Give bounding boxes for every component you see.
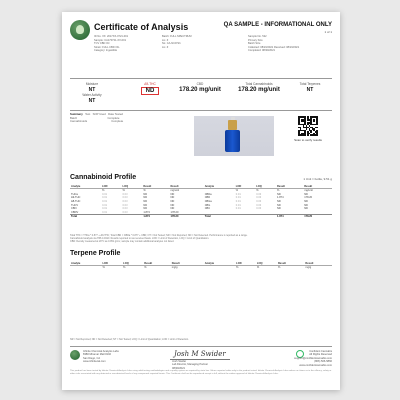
lab-line: San Diego, CA	[83, 356, 101, 360]
lab-footer-logo-icon	[70, 350, 80, 360]
unit-cell: %	[122, 189, 125, 193]
divider	[70, 78, 332, 79]
table-cell: 0.01	[102, 200, 108, 204]
blue-bottle	[225, 130, 240, 152]
d9-thc-metric	[132, 82, 168, 95]
cbd-value: 178.20 mg/unit	[179, 87, 221, 93]
summary-table	[70, 113, 190, 124]
unit-cell: %	[256, 266, 260, 270]
table-cell: ND	[143, 200, 148, 204]
platform-line: Confident Cannabis	[309, 350, 332, 353]
unit-cell: %	[236, 266, 239, 270]
lab-line: www.infinitecal.com	[83, 360, 106, 364]
table-cell: THCV	[71, 203, 79, 207]
table-cell: 0.01	[235, 207, 241, 211]
total-terpenes-label: Total Terpenes	[299, 82, 321, 86]
document-header	[70, 20, 332, 76]
table-header: Result	[143, 261, 170, 266]
table-cell: CBGa	[204, 200, 212, 204]
table-cell: CBC	[204, 207, 211, 211]
total-terpenes-value: NT	[306, 87, 314, 93]
table-cell	[255, 215, 276, 219]
qr-module	[307, 134, 309, 136]
table-cell: ND	[304, 192, 308, 196]
table-cell	[122, 215, 143, 219]
table-cell: 0.01	[235, 200, 241, 204]
table-cell: 0.01	[102, 196, 108, 200]
table-cell: ND	[170, 196, 175, 200]
platform-line: support@confidentcannabis.com	[294, 356, 332, 360]
d9-thc-label: Δ9-THC	[144, 82, 156, 86]
qr-module	[306, 128, 308, 130]
unit-cell: %	[256, 189, 259, 193]
table-cell: ND	[170, 207, 175, 211]
water-activity-label: Water Activity	[82, 93, 102, 97]
summary-batch-label: Batch	[70, 115, 78, 120]
qr-code-icon[interactable]	[298, 116, 318, 136]
total-cannabinoids-value: 178.20 mg/unit	[238, 87, 280, 93]
table-cell: ND	[277, 207, 281, 211]
table-header: LOD	[235, 184, 255, 189]
table-header: LOQ	[256, 261, 277, 266]
table-cell: 0.03	[256, 203, 262, 207]
table-header: LOD	[101, 261, 122, 266]
summary-col-test: Test	[85, 112, 91, 116]
signer-line: Josh Swider	[172, 360, 187, 363]
table-cell: Δ9-THC	[71, 196, 81, 200]
meta-line: Collected: 08/23/2021 Received: 08/23/2021	[248, 45, 300, 49]
divider	[70, 110, 332, 111]
table-cell: ND	[170, 192, 175, 196]
table-header: Result	[170, 184, 199, 189]
table-cell: 178.20	[304, 196, 313, 200]
signature: Josh M Swider	[174, 350, 226, 358]
qr-module	[316, 124, 318, 126]
total-cannabinoids-label: Total Cannabinoids	[245, 82, 273, 86]
document-title: Certificate of Analysis	[94, 22, 189, 32]
cbd-metric	[172, 82, 228, 93]
qr-module	[316, 134, 318, 136]
sample-meta-middle	[162, 35, 212, 49]
sample-meta-right	[248, 35, 338, 53]
table-cell: 0.03	[256, 192, 262, 196]
table-cell: 0.01	[235, 203, 241, 207]
table-cell: 0.03	[122, 207, 128, 211]
table-header: Result	[171, 261, 198, 266]
table-cell: 1.874	[143, 210, 150, 214]
table-header: LOD	[235, 261, 256, 266]
cannabinoid-profile-title: Cannabinoid Profile	[70, 174, 137, 181]
table-header: Result	[303, 184, 332, 189]
summary-status-2: Complete	[111, 119, 124, 124]
table-cell: ND	[304, 200, 308, 204]
lab-line: 8380 Miramar Mall #102	[83, 353, 111, 357]
d9-thc-value: ND	[141, 87, 160, 95]
total-terpenes-metric	[288, 82, 332, 93]
table-cell: 0.01	[102, 207, 108, 211]
note-line: CBD: Density measured at 20°C as 0.951 g/mL; sample may contain additional analytes not listed.	[70, 240, 175, 244]
table-cell: 0.03	[122, 196, 128, 200]
table-cell: 0.03	[256, 200, 262, 204]
table-header: LOD	[101, 184, 121, 189]
total-cannabinoids-metric	[230, 82, 288, 93]
table-cell: CBG	[204, 203, 211, 207]
table-cell: ND	[170, 200, 175, 204]
signer-line: 08/30/2021	[172, 366, 185, 370]
table-header: Analyte	[204, 261, 235, 266]
meta-line: Primary Size	[248, 38, 263, 42]
lab-line: Infinite Chemical Analysis Labs	[83, 350, 119, 353]
table-header: Analyte	[204, 184, 235, 189]
results-summary	[70, 82, 332, 106]
signer-line: Lab Director, Managing Partner	[172, 363, 209, 367]
note-line: Cannabinoid analysis via HPLC-DAD. Results reported on as received basis. LOD = Limit of Detection, LOQ = Limit of Quantitation.	[70, 237, 210, 241]
table-header: Analyte	[70, 184, 101, 189]
table-cell: CBD	[204, 196, 211, 200]
unit-cell	[70, 266, 101, 270]
platform-line: All Rights Reserved	[309, 353, 332, 357]
table-cell: THCa	[71, 192, 78, 196]
summary-status: Complete	[107, 115, 120, 120]
unit-cell: mg/unit	[170, 189, 180, 193]
product-photo	[194, 116, 274, 156]
table-cell: CBDV	[71, 210, 79, 214]
unit-cell: %	[102, 189, 105, 193]
meta-line: NL: CA-NC9721	[162, 42, 181, 46]
cbd-label: CBD	[196, 82, 204, 86]
divider	[70, 346, 332, 347]
dropper-cap	[228, 120, 237, 130]
unit-cell: %	[277, 189, 280, 193]
cannabinoid-rows	[70, 193, 332, 219]
page-number: 1 of 1	[324, 30, 332, 34]
table-header: Result	[304, 261, 332, 266]
table-cell: 0.01	[235, 196, 241, 200]
meta-line: Sample No. 522	[248, 35, 267, 38]
water-activity-value: NT	[88, 98, 96, 104]
table-cell: ND	[143, 203, 148, 207]
summary-col-date: Date Tested	[108, 112, 123, 116]
meta-line: Completed: 08/30/2021	[248, 49, 275, 53]
table-cell: ND	[277, 203, 281, 207]
table-cell: CBN	[71, 207, 77, 211]
qr-module	[304, 134, 306, 136]
unit-cell: mg/g	[305, 266, 312, 270]
table-cell: ND	[143, 192, 148, 196]
meta-line: Batch Size	[248, 42, 261, 46]
table-cell: 0.03	[256, 207, 262, 211]
table-cell: ND	[277, 200, 281, 204]
table-units-row	[70, 266, 332, 270]
meta-line: Category: Ingestible	[94, 49, 118, 53]
lab-logo-icon	[70, 20, 90, 40]
footer-note: NR = Not Reported; ND = Not Detected; NT = Not Tested; LOQ = Limit of Quantitation; LOD = Limit of Detection.	[70, 338, 189, 341]
table-cell	[235, 215, 255, 219]
meta-line: Lic. #	[162, 38, 169, 42]
table-header: Result	[142, 184, 169, 189]
table-cell: 0.03	[122, 210, 128, 214]
moisture-label: Moisture	[85, 82, 99, 86]
table-header: LOQ	[122, 261, 143, 266]
unit-note: 1 Unit = bottle, 9.51 g	[303, 177, 332, 181]
table-cell: CBDa	[204, 192, 212, 196]
unit-cell: %	[144, 266, 147, 270]
summary-cannabinoids-label: Cannabinoids	[70, 119, 88, 124]
unit-cell: mg/unit	[304, 189, 313, 193]
table-cell: Δ8-THC	[71, 200, 81, 204]
signer-info	[172, 360, 208, 370]
terpene-table	[70, 261, 332, 270]
meta-line: ID No. XX: 2017XX-0721-001	[94, 35, 129, 38]
unit-cell: %	[123, 266, 126, 270]
meta-line: Batch: FULL SPECTRUM	[162, 35, 192, 38]
moisture-metric	[72, 82, 112, 104]
table-cell: 0.03	[256, 196, 262, 200]
unit-cell: %	[143, 189, 146, 193]
table-cell: ND	[304, 207, 308, 211]
table-total-row	[70, 215, 332, 219]
qr-module	[310, 131, 312, 133]
qr-module	[316, 127, 318, 129]
table-cell: ND	[170, 203, 175, 207]
unit-cell: %	[277, 266, 281, 270]
qa-sample-title: QA SAMPLE - INFORMATIONAL ONLY	[223, 22, 332, 28]
table-header: Analyte	[70, 261, 101, 266]
qr-module	[313, 121, 315, 123]
coa-document	[62, 12, 340, 390]
platform-line: www.confidentcannabis.com	[299, 363, 332, 367]
meta-line: Lic. #	[162, 45, 169, 49]
cannabinoid-notes	[70, 234, 332, 244]
fine-print: This product has been tested by Infinite Chemical Analysis Labs using valid testing methodologies and a quality system as required by state law. Values reported relate only to the product tested. Infinite Chemical Analysis Labs makes no claims as to the efficacy, safety or other risks associated with any detected or non-detected levels of any compounds reported herein. This Certificate shall not be reproduced except in full, without the written approval of Infinite Chemical Analysis Labs.	[70, 370, 332, 375]
table-header: LOQ	[122, 184, 143, 189]
lab-address	[83, 350, 119, 364]
table-cell: ND	[143, 207, 148, 211]
table-header: Result	[276, 184, 303, 189]
table-cell: 1.874	[142, 215, 169, 219]
table-cell: 0.01	[102, 192, 108, 196]
table-cell: ND	[143, 196, 148, 200]
summary-col-sop: SOP Used	[92, 112, 106, 116]
unit-cell: mg/g	[171, 266, 178, 270]
moisture-value: NT	[88, 87, 96, 93]
table-cell: 0.01	[102, 203, 108, 207]
table-cell: Total	[204, 215, 235, 219]
table-cell: 1.874	[276, 215, 303, 219]
table-cell: ND	[277, 192, 281, 196]
table-cell: Total	[70, 215, 101, 219]
unit-cell: %	[235, 189, 239, 193]
unit-cell: %	[102, 266, 105, 270]
table-header: Result	[277, 261, 304, 266]
platform-info	[280, 350, 332, 367]
unit-cell	[204, 266, 235, 270]
meta-line: TCV CBD Oil	[94, 42, 110, 46]
table-cell: 0.03	[122, 192, 128, 196]
table-header: LOQ	[255, 184, 276, 189]
meta-line: Strain: FULL CBD OIL	[94, 45, 120, 49]
table-cell: 178.20	[170, 215, 199, 219]
platform-line: (866) 506-5866	[314, 360, 332, 364]
table-cell: 0.01	[102, 210, 108, 214]
table-cell: 0.03	[122, 203, 128, 207]
table-cell: ND	[304, 203, 308, 207]
table-cell: 0.03	[122, 200, 128, 204]
table-cell: 0.01	[235, 192, 241, 196]
cannabinoid-table	[70, 184, 332, 219]
summary-heading: Summary	[70, 112, 83, 116]
table-cell: 1.874	[277, 196, 284, 200]
table-cell: 178.20	[303, 215, 332, 219]
sample-meta-left	[94, 35, 154, 53]
table-cell	[101, 215, 121, 219]
table-cell: 178.20	[170, 210, 179, 214]
meta-line: Sample: CA170721-XX-001	[94, 38, 127, 42]
terpene-profile-title: Terpene Profile	[70, 250, 121, 257]
scan-to-verify-label: Scan to verify results	[294, 138, 322, 142]
note-line: Total THC = THCa * 0.877 + Δ9-THC; Total CBD = CBDa * 0.877 + CBD; NT = Not Tested; NR = Not Reported; ND = Not Detected. Performance is reported as a range.	[70, 234, 248, 237]
